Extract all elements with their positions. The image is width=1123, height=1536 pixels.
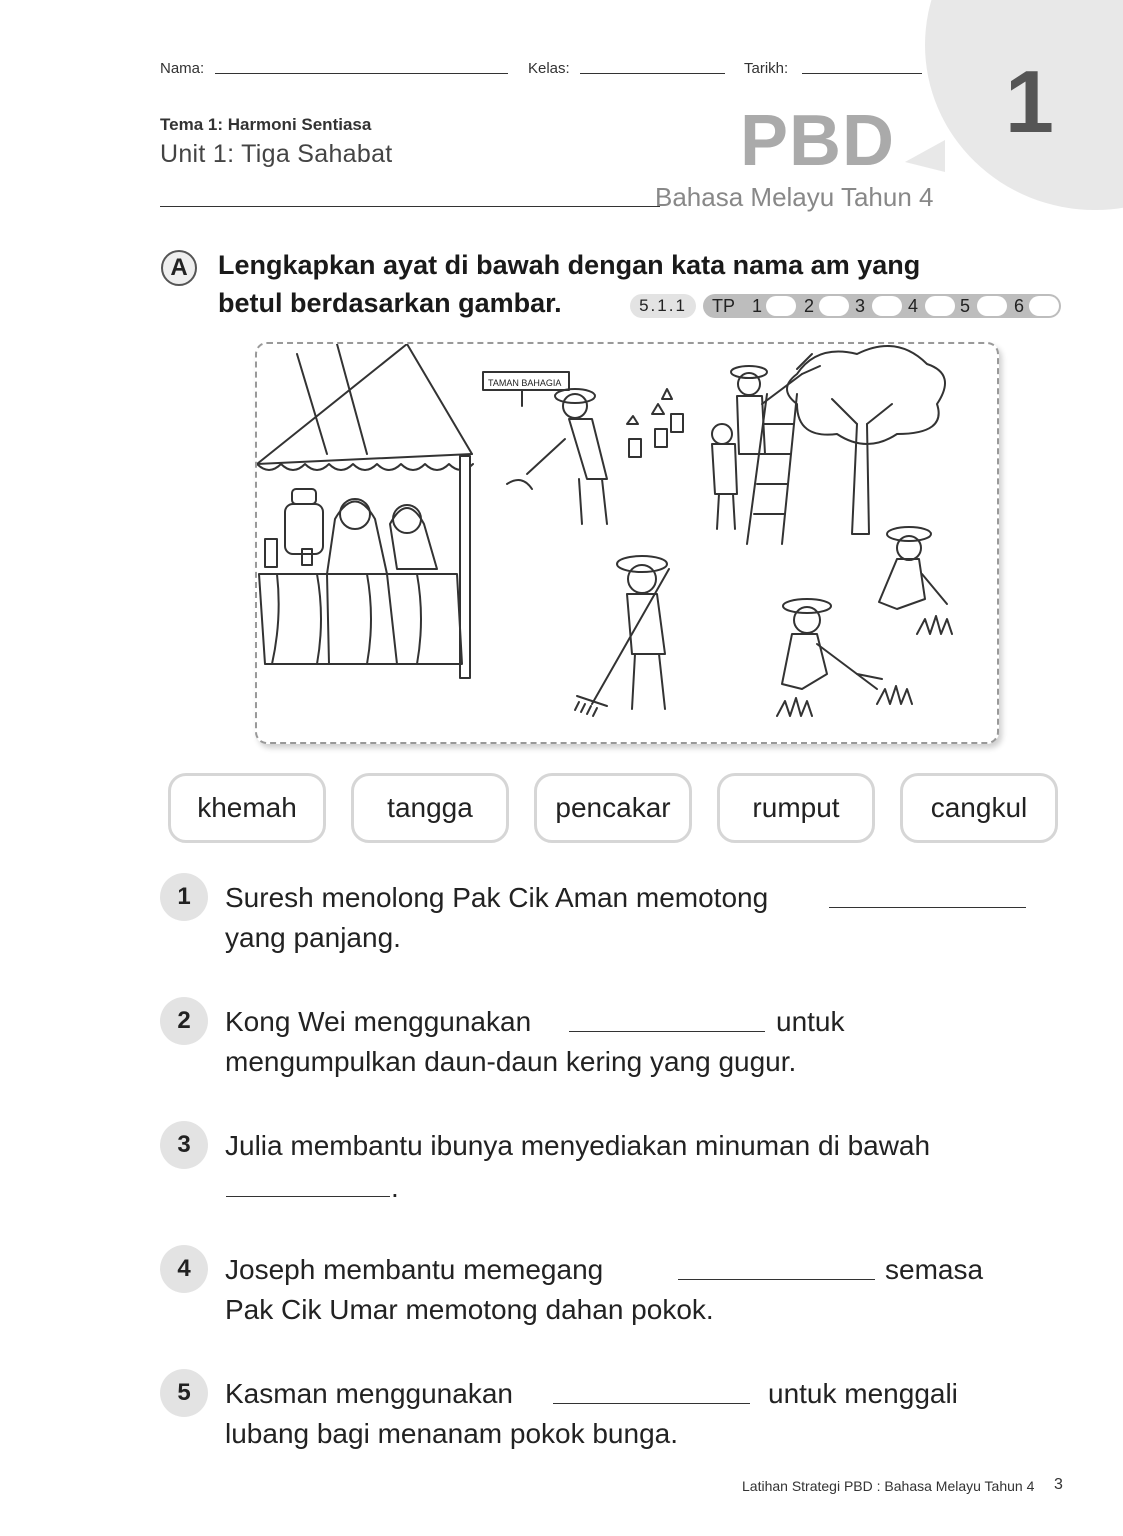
- grass-cutters-drawing: [777, 527, 952, 716]
- garden-illustration: [255, 342, 999, 744]
- tp-level-3: 3: [855, 296, 866, 316]
- instruction-line-1: Lengkapkan ayat di bawah dengan kata nama am yang: [218, 250, 921, 280]
- corner-bubble-tail: [905, 140, 945, 172]
- question-4-line-2: Pak Cik Umar memotong dahan pokok.: [225, 1294, 714, 1325]
- unit-title: Unit 1: Tiga Sahabat: [160, 140, 393, 168]
- tp-level-5: 5: [960, 296, 971, 316]
- standard-code-badge: 5.1.1: [630, 294, 696, 318]
- word-pencakar: pencakar: [534, 773, 692, 843]
- question-5-line-1a: Kasman menggunakan: [225, 1378, 513, 1409]
- footer-text: Latihan Strategi PBD : Bahasa Melayu Tahun 4: [742, 1478, 1035, 1494]
- question-3-answer-blank[interactable]: [226, 1196, 390, 1197]
- word-tangga: tangga: [351, 773, 509, 843]
- question-3-number: 3: [160, 1121, 208, 1169]
- question-1-answer-blank[interactable]: [829, 907, 1026, 908]
- question-4-line-1b: semasa: [885, 1254, 984, 1285]
- question-4-number: 4: [160, 1245, 208, 1293]
- nama-field[interactable]: [215, 73, 508, 74]
- word-khemah: khemah: [168, 773, 326, 843]
- question-5-line-1b: untuk menggali: [768, 1378, 958, 1409]
- section-a-badge: A: [161, 250, 197, 286]
- tp-level-6: 6: [1014, 296, 1025, 316]
- planting-boy-drawing: [507, 389, 683, 524]
- subject-title: Bahasa Melayu Tahun 4: [655, 182, 934, 212]
- question-2-line-1b: untuk: [776, 1006, 845, 1037]
- tarikh-field[interactable]: [802, 73, 922, 74]
- question-1-line-2: yang panjang.: [225, 922, 401, 953]
- tp-level-1: 1: [752, 296, 763, 316]
- question-4-line-1a: Joseph membantu memegang: [225, 1254, 604, 1285]
- sign-text: TAMAN BAHAGIA: [488, 378, 562, 388]
- question-2-line-2: mengumpulkan daun-daun kering yang gugur.: [225, 1046, 797, 1077]
- tarikh-label: Tarikh:: [744, 60, 789, 77]
- kelas-label: Kelas:: [528, 60, 570, 77]
- ladder-scene-drawing: [712, 354, 820, 544]
- raking-boy-drawing: [575, 556, 669, 716]
- word-cangkul: cangkul: [900, 773, 1058, 843]
- tp-checkbox-1[interactable]: [766, 296, 796, 316]
- tp-label: TP: [712, 296, 736, 316]
- unit-number: 1: [1005, 52, 1054, 151]
- tent-drawing: [257, 344, 473, 678]
- tp-checkbox-5[interactable]: [977, 296, 1007, 316]
- pbd-logo-text: PBD: [740, 101, 896, 181]
- question-5-line-2: lubang bagi menanam pokok bunga.: [225, 1418, 679, 1449]
- illustration-svg: [257, 344, 997, 742]
- question-1-line-1: Suresh menolong Pak Cik Aman memotong: [225, 882, 769, 913]
- tp-level-4: 4: [908, 296, 919, 316]
- page-number: 3: [1054, 1476, 1063, 1493]
- instruction-line-2: betul berdasarkan gambar.: [218, 288, 562, 318]
- question-5-number: 5: [160, 1369, 208, 1417]
- question-4-answer-blank[interactable]: [678, 1279, 875, 1280]
- word-rumput: rumput: [717, 773, 875, 843]
- header-divider: [160, 206, 660, 207]
- tp-level-2: 2: [804, 296, 815, 316]
- tp-checkbox-4[interactable]: [925, 296, 955, 316]
- question-2-line-1a: Kong Wei menggunakan: [225, 1006, 532, 1037]
- question-2-number: 2: [160, 997, 208, 1045]
- tree-drawing: [787, 346, 945, 534]
- question-2-answer-blank[interactable]: [569, 1031, 765, 1032]
- question-5-answer-blank[interactable]: [553, 1403, 750, 1404]
- nama-label: Nama:: [160, 60, 205, 77]
- tp-checkbox-3[interactable]: [872, 296, 902, 316]
- tp-checkbox-2[interactable]: [819, 296, 849, 316]
- question-3-line-1: Julia membantu ibunya menyediakan minuman di bawah: [225, 1130, 931, 1161]
- theme-title: Tema 1: Harmoni Sentiasa: [160, 115, 372, 134]
- question-3-line-2: .: [391, 1172, 399, 1203]
- kelas-field[interactable]: [580, 73, 725, 74]
- tp-checkbox-6[interactable]: [1029, 296, 1059, 316]
- drink-table-drawing: [259, 489, 462, 664]
- question-1-number: 1: [160, 873, 208, 921]
